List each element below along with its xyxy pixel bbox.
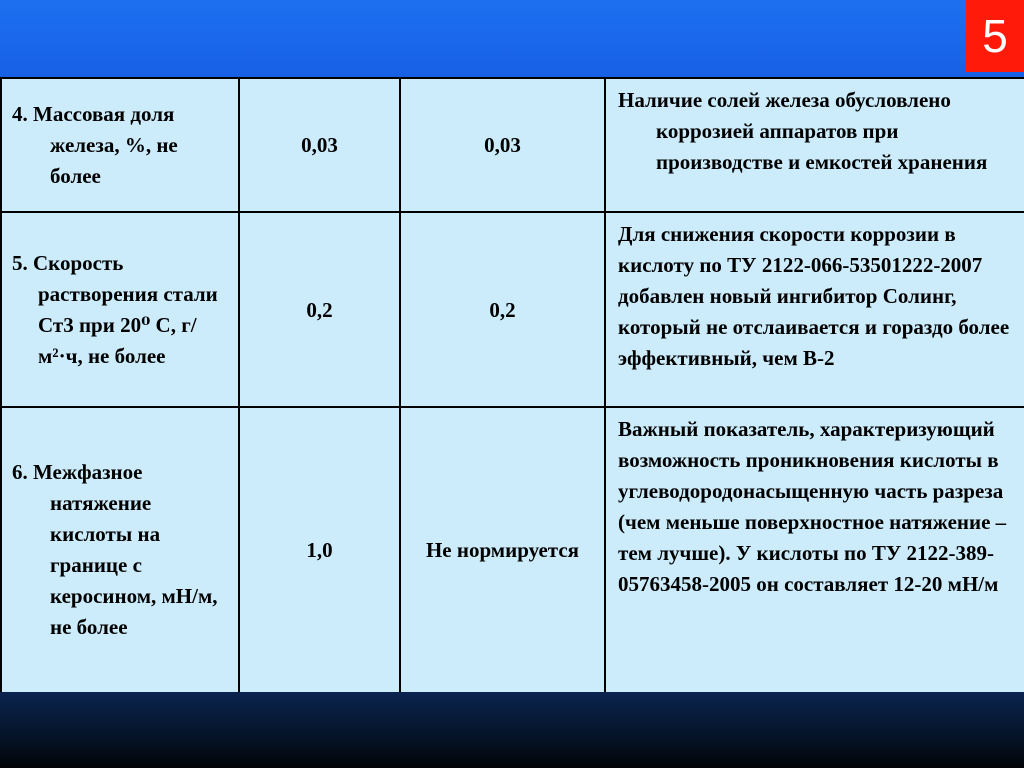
parameter-text: 5. Скорость растворения стали Ст3 при 20⁰ С, г/м²·ч, не более	[12, 250, 218, 368]
table-row	[1, 212, 1024, 407]
parameter-cell	[1, 212, 239, 407]
value-b-cell: 0,03	[400, 78, 605, 212]
parameter-cell	[1, 78, 239, 212]
note-cell	[605, 212, 1024, 407]
value-a-cell: 0,03	[239, 78, 400, 212]
parameter-cell	[1, 407, 239, 693]
title-bar	[0, 0, 1024, 78]
note-text: Для снижения скорости коррозии в кислоту по ТУ 2122-066-53501222-2007 добавлен новый ингибитор Солинг, который не отслаивается и гораздо более эффективный, чем В-2	[618, 222, 1010, 370]
value-b-cell: Не нормируется	[400, 407, 605, 693]
table-row	[1, 407, 1024, 693]
note-text: Наличие солей железа обусловлено коррозией аппаратов при производстве и емкостей хранения	[618, 88, 988, 174]
note-cell	[605, 407, 1024, 693]
note-cell	[605, 78, 1024, 212]
slide-number-badge: 5	[966, 0, 1024, 72]
spec-table	[0, 77, 1024, 694]
spec-table-container	[0, 77, 1024, 694]
parameter-text: 4. Массовая доля железа, %, не более	[12, 101, 178, 188]
value-a-cell: 1,0	[239, 407, 400, 693]
table-row	[1, 78, 1024, 212]
note-text: Важный показатель, характеризующий возможность проникновения кислоты в углеводородонасыщенную часть разреза (чем меньше поверхностное натяжение – тем лучше). У кислоты по ТУ 2122-389-05763458-2005 он составляет 12-20 мН/м	[618, 417, 1007, 596]
parameter-text: 6. Межфазное натяжение кислоты на границе с керосином, мН/м, не более	[12, 460, 218, 639]
value-b-cell: 0,2	[400, 212, 605, 407]
value-a-cell: 0,2	[239, 212, 400, 407]
bottom-band	[0, 692, 1024, 768]
